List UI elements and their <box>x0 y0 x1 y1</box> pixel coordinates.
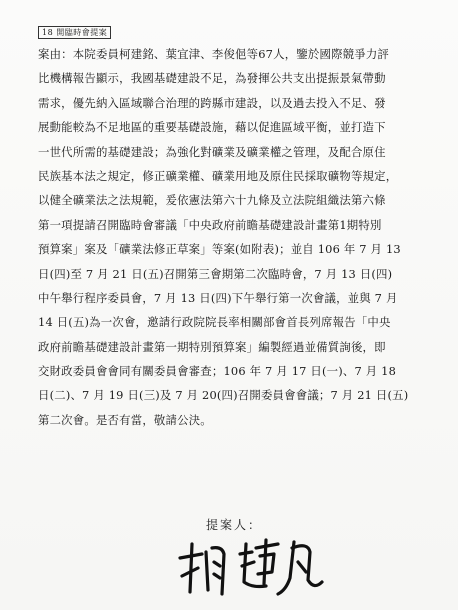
text-line: 案由：本院委員柯建銘、葉宜津、李俊俋等67人，鑒於國際競爭力評 <box>38 47 390 61</box>
text-line: 以健全礦業法之法規範，爰依憲法第六十九條及立法院組織法第六條 <box>38 193 386 208</box>
signature-drawing <box>168 532 328 604</box>
text-line: 中午舉行程序委員會，7 月 13 日(四)下午舉行第一次會議，並與 7 月 <box>38 290 398 305</box>
handwritten-signature <box>168 532 328 604</box>
text-line: 預算案」案及「礦業法修正草案」等案(如附表)；並自 106 年 7 月 13 <box>38 242 401 257</box>
text-line: 民族基本法之規定，修正礦業權、礦業用地及原住民採取礦物等規定， <box>38 168 398 183</box>
document-tag: 18 開臨時會提案 <box>38 26 111 39</box>
text-line: 日(二)、7 月 19 日(三)及 7 月 20(四)召開委員會會議；7 月 21 日(五) <box>38 388 409 403</box>
text-line: 交財政委員會會同有關委員會審查；106 年 7 月 17 日(一)、7 月 18 <box>38 364 397 379</box>
text-line: 日(四)至 7 月 21 日(五)召開第三會期第二次臨時會，7 月 13 日(四) <box>38 266 393 281</box>
text-line: 政府前瞻基礎建設計畫第一期特別預算案」編製經過並備質詢後，即 <box>38 339 386 354</box>
text-line: 第二次會。是否有當，敬請公決。 <box>38 412 212 427</box>
text-line: 14 日(五)為一次會，邀請行政院院長率相關部會首長列席報告「中央 <box>38 315 391 330</box>
proposal-body <box>38 42 440 432</box>
text-line: 第一項提請召開臨時會審議「中央政府前瞻基礎建設計畫第1期特別 <box>38 217 382 232</box>
text-line: 需求，優先納入區域聯合治理的跨縣市建設，以及過去投入不足、發 <box>38 95 386 110</box>
text-line: 比機構報告顯示，我國基礎建設不足，為發揮公共支出提振景氣帶動 <box>38 71 386 86</box>
signer-label: 提案人： <box>206 518 263 532</box>
text-line: 展動能較為不足地區的重要基礎設施，藉以促進區域平衡，並打造下 <box>38 120 386 135</box>
text-line: 一世代所需的基礎建設；為強化對礦業及礦業權之管理，及配合原住 <box>38 144 386 159</box>
